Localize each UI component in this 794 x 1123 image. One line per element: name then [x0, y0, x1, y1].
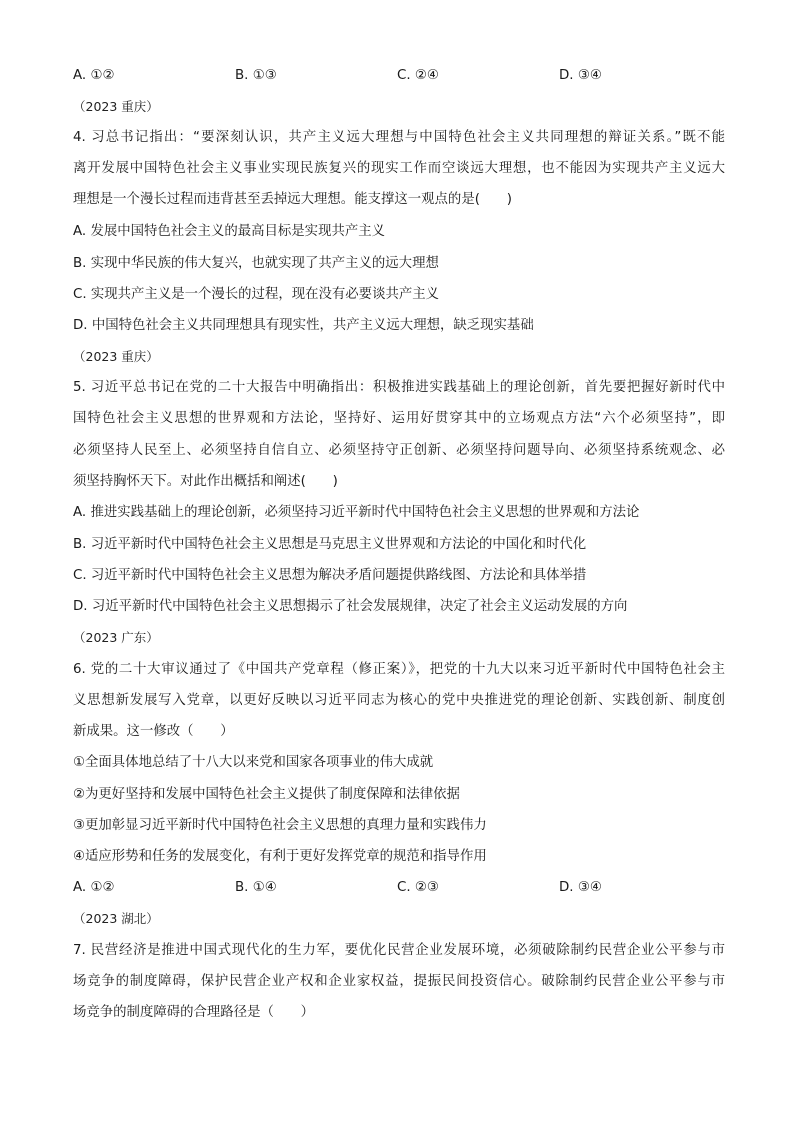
q6-item-2: ②为更好坚持和发展中国特色社会主义提供了制度保障和法律依据 — [73, 787, 460, 802]
q5-source: （2023 重庆） — [73, 349, 159, 364]
q4-option-b: B. 实现中华民族的伟大复兴，也就实现了共产主义的远大理想 — [73, 256, 439, 271]
q3-option-d: D. ③④ — [559, 68, 602, 83]
q6-stem-line: 6. 党的二十大审议通过了《中国共产党章程（修正案）》，把党的十九大以来习近平新时代中国特色社会主 — [73, 662, 725, 677]
q3-options — [73, 66, 725, 86]
q4-option-d: D. 中国特色社会主义共同理想具有现实性，共产主义远大理想，缺乏现实基础 — [73, 318, 534, 333]
q4-option-c: C. 实现共产主义是一个漫长的过程，现在没有必要谈共产主义 — [73, 287, 440, 302]
q6-stem-line: 新成果。这一修改（ ） — [73, 724, 234, 739]
q5-stem-line: 须坚持胸怀天下。对此作出概括和阐述( ) — [73, 474, 338, 489]
q6-option-c: C. ②③ — [397, 880, 439, 895]
q3-option-c: C. ②④ — [397, 68, 439, 83]
q5-option-b: B. 习近平新时代中国特色社会主义思想是马克思主义世界观和方法论的中国化和时代化 — [73, 537, 587, 552]
q6-option-b: B. ①④ — [235, 880, 277, 895]
q3-option-a: A. ①② — [73, 68, 115, 83]
q3-option-b: B. ①③ — [235, 68, 277, 83]
q5-stem-line: 必须坚持人民至上、必须坚持自信自立、必须坚持守正创新、必须坚持问题导向、必须坚持系统观念、必 — [73, 443, 725, 458]
q5-option-c: C. 习近平新时代中国特色社会主义思想为解决矛盾问题提供路线图、方法论和具体举措 — [73, 568, 587, 583]
q4-stem-line: 理想是一个漫长过程而违背甚至丢掉远大理想。能支撑这一观点的是( ) — [73, 192, 512, 207]
q6-stem-line: 义思想新发展写入党章，以更好反映以习近平同志为核心的党中央推进党的理论创新、实践创新、制度创 — [73, 693, 725, 708]
q5-stem-line: 国特色社会主义思想的世界观和方法论，坚持好、运用好贯穿其中的立场观点方法“六个必须坚持”，即 — [73, 411, 725, 426]
q6-option-d: D. ③④ — [559, 880, 602, 895]
q4-option-a: A. 发展中国特色社会主义的最高目标是实现共产主义 — [73, 224, 386, 239]
q4-source: （2023 重庆） — [73, 99, 159, 114]
q6-item-4: ④适应形势和任务的发展变化，有利于更好发挥党章的规范和指导作用 — [73, 849, 487, 864]
q6-item-1: ①全面具体地总结了十八大以来党和国家各项事业的伟大成就 — [73, 755, 434, 770]
q6-item-3: ③更加彰显习近平新时代中国特色社会主义思想的真理力量和实践伟力 — [73, 818, 487, 833]
q6-source: （2023 广东） — [73, 630, 159, 645]
q5-option-d: D. 习近平新时代中国特色社会主义思想揭示了社会发展规律，决定了社会主义运动发展的方向 — [73, 599, 628, 614]
q4-stem-line: 离开发展中国特色社会主义事业实现民族复兴的现实工作而空谈远大理想，也不能因为实现共产主义远大 — [73, 161, 725, 176]
q7-stem-line: 场竞争的制度障碍，保护民营企业产权和企业家权益，提振民间投资信心。破除制约民营企业公平参与市 — [73, 974, 725, 989]
q7-stem-line: 场竞争的制度障碍的合理路径是（ ） — [73, 1005, 315, 1020]
q5-stem-line: 5. 习近平总书记在党的二十大报告中明确指出：积极推进实践基础上的理论创新，首先要把握好新时代中 — [73, 380, 725, 395]
q6-options — [73, 878, 725, 898]
q7-source: （2023 湖北） — [73, 911, 159, 926]
q4-stem-line: 4. 习总书记指出：“要深刻认识，共产主义远大理想与中国特色社会主义共同理想的辩证关系。”既不能 — [73, 130, 725, 145]
q5-option-a: A. 推进实践基础上的理论创新，必须坚持习近平新时代中国特色社会主义思想的世界观和方法论 — [73, 505, 640, 520]
q6-option-a: A. ①② — [73, 880, 115, 895]
q7-stem-line: 7. 民营经济是推进中国式现代化的生力军，要优化民营企业发展环境，必须破除制约民营企业公平参与市 — [73, 943, 725, 958]
